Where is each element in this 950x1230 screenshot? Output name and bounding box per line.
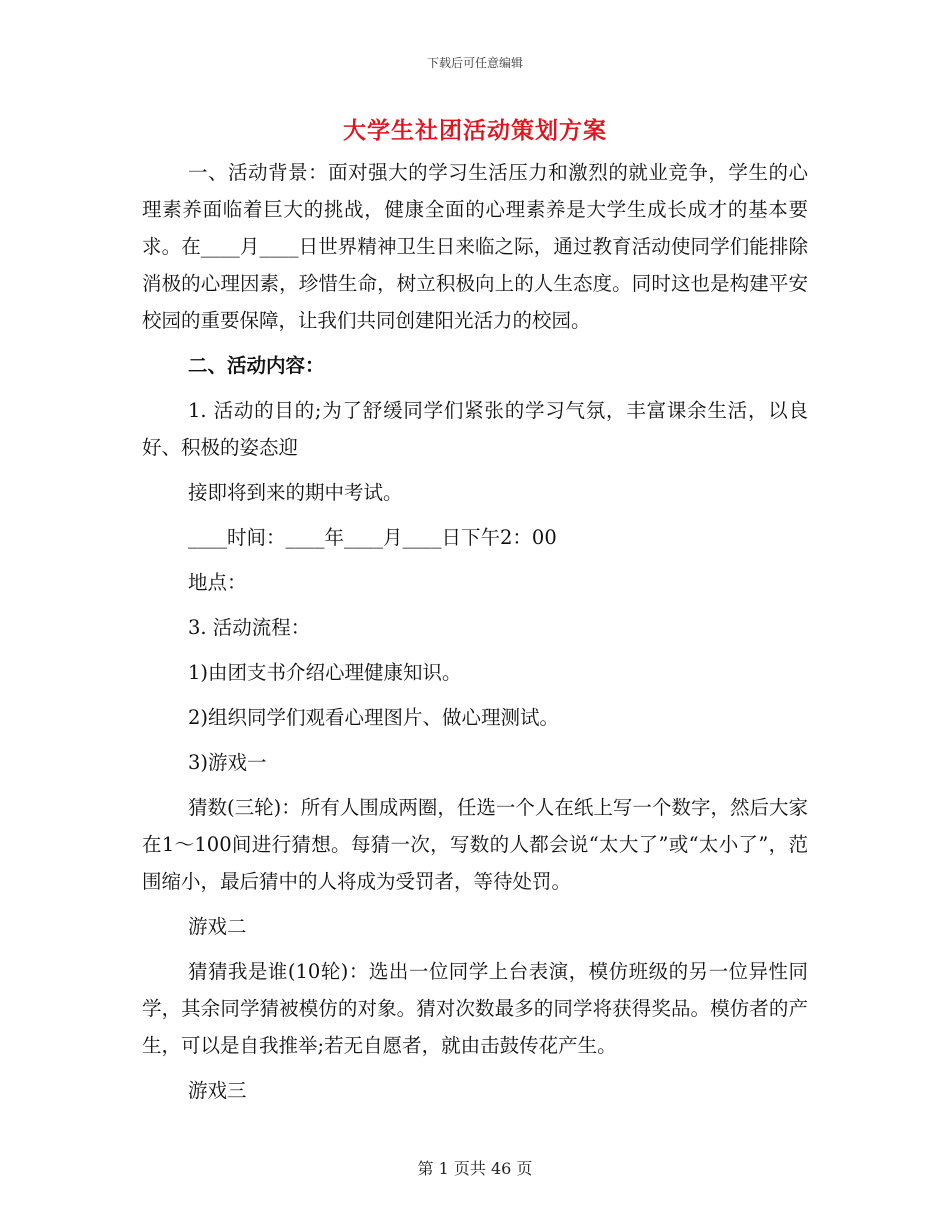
paragraph-purpose: 1. 活动的目的;为了舒缓同学们紧张的学习气氛，丰富课余生活，以良好、积极的姿态迎 bbox=[142, 399, 808, 459]
paragraph-background: 一、活动背景：面对强大的学习生活压力和激烈的就业竞争，学生的心理素养面临着巨大的挑战，健康全面的心理素养是大学生成长成才的基本要求。在____月____日世界精神卫生日来临之际，通过教育活动使同学们能排除消极的心理因素，珍惜生命，树立积极向上的人生态度。同时这也是构建平安校园的重要保障，让我们共同创建阳光活力的校园。 bbox=[142, 161, 808, 332]
list-item-step-1: 1)由团支书介绍心理健康知识。 bbox=[188, 661, 462, 684]
paragraph-game-one: 猜数(三轮)：所有人围成两圈，任选一个人在纸上写一个数字，然后大家在1～100间进行猜想。每猜一次，写数的人都会说“太大了”或“太小了”，范围缩小，最后猜中的人将成为受罚者，等待处罚。 bbox=[142, 796, 808, 893]
heading-game-three: 游戏三 bbox=[188, 1079, 247, 1102]
paragraph-process-heading: 3. 活动流程： bbox=[188, 616, 311, 639]
paragraph-location: 地点： bbox=[188, 571, 247, 594]
page-number: 第 1 页共 46 页 bbox=[417, 1159, 533, 1178]
list-item-step-3: 3)游戏一 bbox=[188, 751, 267, 774]
section-heading-content: 二、活动内容： bbox=[188, 354, 325, 377]
paragraph-purpose-continued: 接即将到来的期中考试。 bbox=[188, 481, 403, 504]
heading-game-two: 游戏二 bbox=[188, 915, 247, 938]
paragraph-game-two: 猜猜我是谁(10轮)：选出一位同学上台表演，模仿班级的另一位异性同学，其余同学猜被模仿的对象。猜对次数最多的同学将获得奖品。模仿者的产生，可以是自我推举;若无自愿者，就由击鼓传花产生。 bbox=[142, 960, 808, 1057]
list-item-step-2: 2)组织同学们观看心理图片、做心理测试。 bbox=[188, 706, 560, 729]
document-body bbox=[142, 154, 808, 1109]
page-header-note: 下载后可任意编辑 bbox=[426, 56, 523, 70]
paragraph-time: ____时间：____年____月____日下午2：00 bbox=[188, 526, 557, 549]
document-title: 大学生社团活动策划方案 bbox=[343, 117, 607, 144]
